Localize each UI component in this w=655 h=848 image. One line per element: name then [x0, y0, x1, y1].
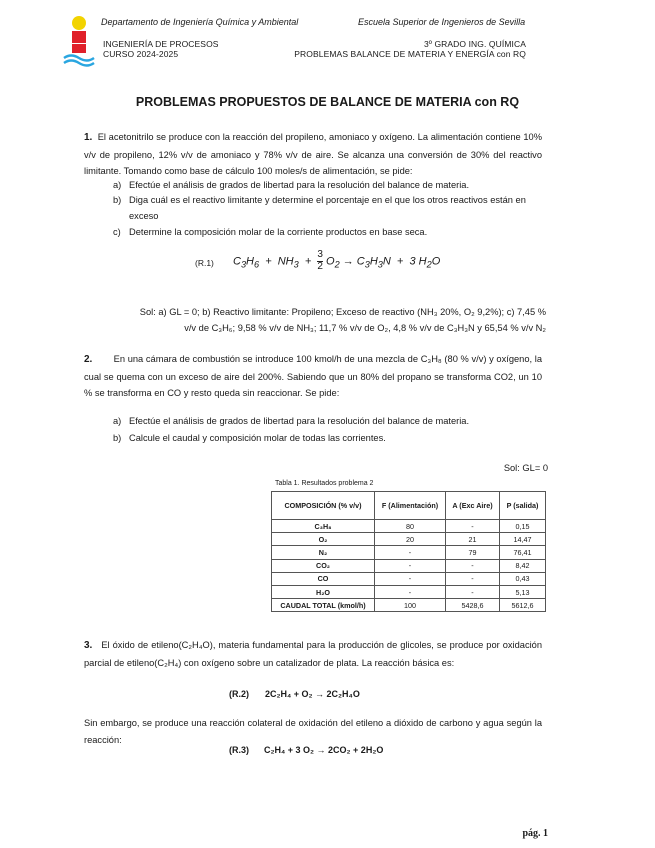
- table-cell: 21: [446, 533, 500, 546]
- problem-2-item-b: [113, 430, 543, 446]
- table-cell: CO₂: [272, 559, 375, 572]
- page-title: PROBLEMAS PROPUESTOS DE BALANCE DE MATERIA con RQ: [135, 95, 520, 109]
- problem-3-number: 3.: [84, 640, 93, 651]
- table-row-total: [272, 599, 546, 612]
- table-row: [272, 585, 546, 598]
- item-marker: c): [113, 227, 121, 237]
- item-text: Efectúe el análisis de grados de libertad para la resolución del balance de materia.: [129, 180, 470, 190]
- reaction-1-equation: $C_3H_6 + NH_3$ + $\frac{3}{2}$ $O_2 \to C_3H_3N + 3$ $H_2O$: [233, 249, 441, 272]
- problem-1-text: El acetonitrilo se produce con la reacción del propileno, amoniaco y oxígeno. La alimentación contiene 10% v/v de propileno, 12% v/v de amoniaco y 78% v/v de aire. Se alcanza una conversión de 30% del reactivo limitante. Tomando como base de cálculo 100 moles/s de alimentación, se pide:: [84, 132, 542, 176]
- table-cell: -: [446, 585, 500, 598]
- table-header: A (Exc Aire): [446, 492, 500, 520]
- problem-1-item-b: [113, 192, 543, 224]
- results-table: [271, 491, 546, 612]
- table-row: [272, 559, 546, 572]
- problem-3-text-2: Sin embargo, se produce una reacción colateral de oxidación del etileno a dióxido de carbono y agua según la reacción:: [84, 718, 542, 745]
- page-number: pág. 1: [522, 828, 548, 839]
- university-logo: [62, 14, 96, 68]
- table-row: [272, 533, 546, 546]
- table-cell: CO: [272, 572, 375, 585]
- item-marker: a): [113, 180, 122, 190]
- table-row: [272, 546, 546, 559]
- header-subject: PROBLEMAS BALANCE DE MATERIA Y ENERGÍA con RQ: [294, 49, 526, 59]
- header-department: Departamento de Ingeniería Química y Ambiental: [101, 17, 299, 27]
- table-cell: 5428,6: [446, 599, 500, 612]
- table-header-row: [272, 492, 546, 520]
- table-cell: -: [375, 572, 446, 585]
- table-cell: 0,15: [500, 520, 546, 533]
- problem-1-solution-line-2: v/v de C₃H₆; 9,58 % v/v de NH₃; 11,7 % v/v de O₂, 4,8 % v/v de C₃H₃N y 65,54 % v/v N₂: [184, 323, 546, 333]
- reaction-2-equation: 2C₂H₄ + O₂ → 2C₂H₄O: [265, 689, 360, 699]
- item-marker: b): [113, 433, 122, 443]
- item-text: Efectúe el análisis de grados de libertad para la resolución del balance de materia.: [129, 416, 470, 426]
- reaction-2-label: (R.2): [229, 689, 249, 699]
- table-header: F (Alimentación): [375, 492, 446, 520]
- table-cell: CAUDAL TOTAL (kmol/h): [272, 599, 375, 612]
- table-cell: -: [446, 572, 500, 585]
- problem-1-number: 1.: [84, 132, 93, 143]
- table-cell: 80: [375, 520, 446, 533]
- table-cell: 0,43: [500, 572, 546, 585]
- table-cell: -: [375, 546, 446, 559]
- problem-2-item-a: [113, 413, 543, 429]
- table-row: [272, 572, 546, 585]
- problem-2-number: 2.: [84, 354, 93, 365]
- item-text: Calcule el caudal y composición molar de todas las corrientes.: [129, 433, 386, 443]
- problem-1-item-c: [113, 224, 543, 240]
- table-cell: 20: [375, 533, 446, 546]
- table-cell: 79: [446, 546, 500, 559]
- results-table-wrapper: [271, 491, 546, 612]
- reaction-1-label: (R.1): [195, 258, 214, 268]
- item-marker: a): [113, 416, 122, 426]
- table-row: [272, 520, 546, 533]
- problem-1-solution-line-1: Sol: a) GL = 0; b) Reactivo limitante: Propileno; Exceso de reactivo (NH₃ 20%, O₂ 9,2%); c) 7,45 %: [139, 307, 546, 317]
- problem-2-text: En una cámara de combustión se introduce 100 kmol/h de una mezcla de C₃H₈ (80 % v/v) y oxígeno, la cual se quema con un exceso de aire del 200%. Sabiendo que un 80% del propano se transforma CO2, un 10 % se transforma en CO y resto queda sin reaccionar. Se pide:: [84, 354, 542, 398]
- table-cell: -: [446, 520, 500, 533]
- table-header: COMPOSICIÓN (% v/v): [272, 492, 375, 520]
- item-text: Diga cuál es el reactivo limitante y determine el porcentaje en el que los otros reactivos están en exceso: [129, 195, 526, 221]
- table-cell: 76,41: [500, 546, 546, 559]
- table-cell: N₂: [272, 546, 375, 559]
- table-cell: C₃H₈: [272, 520, 375, 533]
- reaction-3-label: (R.3): [229, 745, 249, 755]
- problem-2-statement: [84, 351, 542, 402]
- table-cell: -: [375, 585, 446, 598]
- item-text: Determine la composición molar de la corriente productos en base seca.: [129, 227, 428, 237]
- problem-1-statement: [84, 129, 542, 180]
- table-cell: H₂O: [272, 585, 375, 598]
- problem-3-text: El óxido de etileno(C₂H₄O), materia fundamental para la producción de glicoles, se produce por oxidación parcial de etileno(C₂H₄) con oxígeno sobre un catalizador de plata. La reacción básica es:: [84, 640, 542, 668]
- header-school: Escuela Superior de Ingenieros de Sevilla: [358, 17, 526, 27]
- problem-2-solution: Sol: GL= 0: [503, 463, 548, 473]
- table-cell: -: [375, 559, 446, 572]
- table-cell: 8,42: [500, 559, 546, 572]
- item-marker: b): [113, 195, 122, 205]
- header-grade: 3º GRADO ING. QUÍMICA: [423, 39, 526, 49]
- reaction-3-equation: C₂H₄ + 3 O₂ → 2CO₂ + 2H₂O: [264, 745, 384, 755]
- table-cell: 5,13: [500, 585, 546, 598]
- table-cell: O₂: [272, 533, 375, 546]
- problem-3-statement: [84, 637, 542, 671]
- problem-1-item-a: [113, 177, 543, 193]
- table-header: P (salida): [500, 492, 546, 520]
- table-cell: -: [446, 559, 500, 572]
- header-course-name: INGENIERÍA DE PROCESOS: [103, 39, 219, 49]
- table-cell: 100: [375, 599, 446, 612]
- table-cell: 5612,6: [500, 599, 546, 612]
- table-caption: Tabla 1. Resultados problema 2: [275, 480, 374, 487]
- header-course-year: CURSO 2024-2025: [103, 49, 179, 59]
- table-cell: 14,47: [500, 533, 546, 546]
